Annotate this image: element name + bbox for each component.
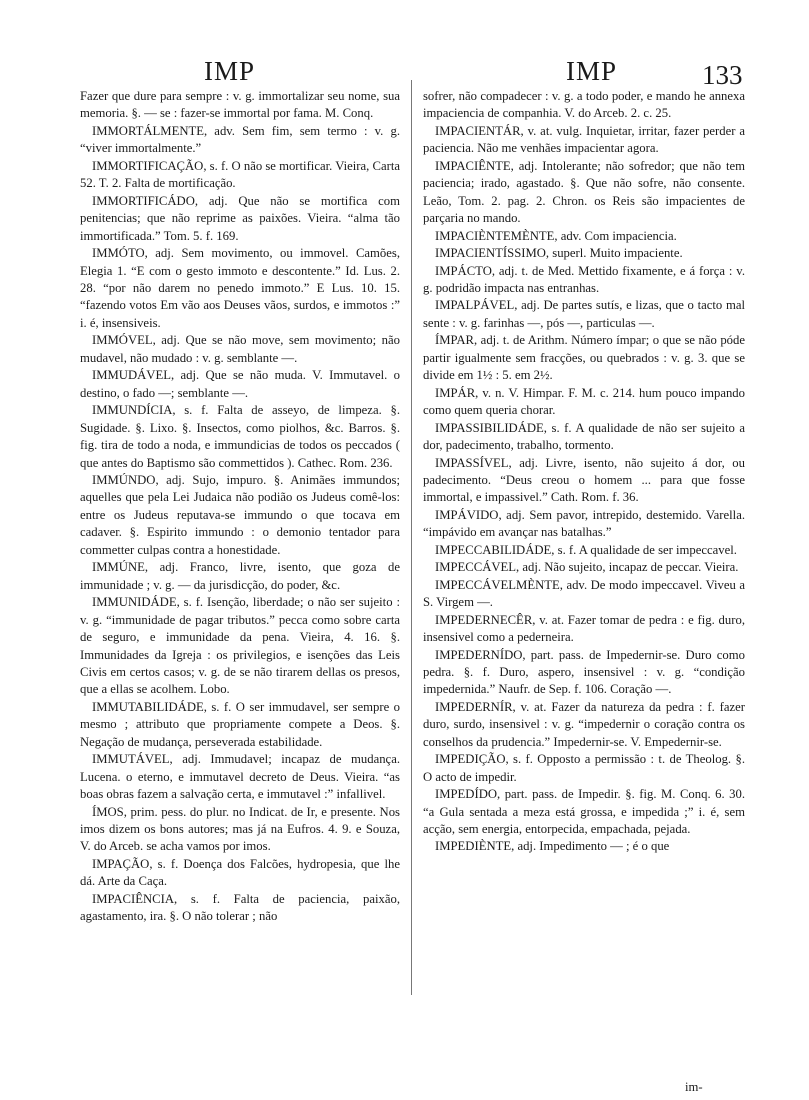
entry: IMMÚNE, adj. Franco, livre, isento, que goza de immunidade ; v. g. — da jurisdicção, do poder, &c. (80, 560, 400, 592)
entry: IMPACIÊNTE, adj. Intolerante; não sofredor; que não tem paciencia; irado, agastado. §. Que não sofre, não consente. Leão, Tom. 2. pag. 2. Chron. os Reis são impacientes de parçaria no mando. (423, 158, 745, 226)
catchword: im- (685, 1080, 703, 1094)
entry: IMPÁVIDO, adj. Sem pavor, intrepido, destemido. Varella. “impávido em avançar nas batalhas.” (423, 507, 745, 540)
entry: IMPEDERNÍR, v. at. Fazer da natureza da pedra : f. fazer duro, surdo, insensivel : v. g. “impedernir o coração contra os conselhos da prudencia.” Impedernir-se. V. Empedernir-se. (423, 699, 745, 749)
entry: IMMUDÁVEL, adj. Que se não muda. V. Immutavel. o destino, o fado —; semblante —. (80, 368, 400, 400)
entry: IMPEDERNECÊR, v. at. Fazer tomar de pedra : e fig. duro, insensivel como a pederneira. (423, 612, 745, 645)
entry: sofrer, não compadecer : v. g. a todo poder, e mando he annexa impaciencia de companhia. V. do Arceb. 2. c. 25. (423, 89, 745, 121)
entry: IMPEDÍDO, part. pass. de Impedir. §. fig. M. Conq. 6. 30. “a Gula sentada a meza está grossa, e impedida ;” i. é, sem acção, sem energia, entorpecida, empachada, pejada. (423, 787, 745, 837)
entry: Fazer que dure para sempre : v. g. immortalizar seu nome, sua memoria. §. — se : fazer-se immortal por fama. M. Conq. (80, 89, 400, 121)
entry: IMPÁR, v. n. V. Himpar. F. M. c. 214. hum pouco impando como quem queria chorar. (423, 385, 745, 418)
entry: IMPEDIÇÃO, s. f. Opposto a permissão : t. de Theolog. §. O acto de impedir. (423, 752, 745, 784)
entry: ÍMOS, prim. pess. do plur. no Indicat. de Ir, e presente. Nos imos dizem os bons autores; mas já na Eufros. 4. 9. e Souza, V. do Arceb. se acha vamos por imos. (80, 804, 400, 854)
right-column (423, 88, 745, 856)
entry: IMMUNIDÁDE, s. f. Isenção, liberdade; o não ser sujeito : v. g. “immunidade de pagar tributos.” pecca como sobre carta de seguro, e immunidade da pena. Vieira, 4. 16. §. Immunidades da Igreja : os privilegios, e isenções das Leis Civis em certos casos; v. g. de se não tirarem dellas os presos, que a ellas se acolhem. Lobo. (80, 595, 400, 697)
entry: IMPÁCTO, adj. t. de Med. Mettido fixamente, e á força : v. g. podridão impacta nas entranhas. (423, 263, 745, 295)
entry: IMPECCÁVELMÈNTE, adv. De modo impeccavel. Viveu a S. Virgem —. (423, 577, 745, 610)
entry: IMPACIENTÍSSIMO, superl. Muito impaciente. (435, 246, 683, 261)
entry: IMPACIÊNCIA, s. f. Falta de paciencia, paixão, agastamento, ira. §. O não tolerar ; não (80, 891, 400, 924)
entry: IMMUTABILIDÁDE, s. f. O ser immudavel, ser sempre o mesmo ; attributo que propriamente compete a Deos. §. Negação de mudança, perseverada estabilidade. (80, 699, 400, 749)
entry: IMPECCABILIDÁDE, s. f. A qualidade de ser impeccavel. (435, 542, 737, 557)
entry: IMMUTÁVEL, adj. Immudavel; incapaz de mudança. Lucena. o eterno, e immutavel decreto de Deus. Vieira. “as boas obras fazem a salvação certa, e immutavel :” infallivel. (80, 752, 400, 802)
entry: IMMÚNDO, adj. Sujo, impuro. §. Animães immundos; aquelles que pela Lei Judaica não podião os Judeus comê-los: entre os Judeus reputava-se immundo o que tocava em cadaver. §. Espirito immundo : o demonio tentador para commetter culpas contra a honestidade. (80, 472, 400, 557)
entry: IMPALPÁVEL, adj. De partes sutís, e lizas, que o tacto mal sente : v. g. farinhas —, pós —, particulas —. (423, 298, 745, 330)
entry: IMPACIENTÁR, v. at. vulg. Inquietar, irritar, fazer perder a paciencia. Não me venhães impacientar agora. (423, 123, 745, 156)
entry: IMMORTIFICÁDO, adj. Que não se mortifica com penitencias; que não reprime as paixões. Vieira. “alma tão immortificada.” Tom. 5. f. 169. (80, 193, 400, 243)
entry: IMPEDIÈNTE, adj. Impedimento — ; é o que (435, 839, 670, 854)
entry: IMMORTÁLMENTE, adv. Sem fim, sem termo : v. g. “viver immortalmente.” (80, 123, 400, 156)
entry: IMPAÇÃO, s. f. Doença dos Falcões, hydropesia, que lhe dá. Arte da Caça. (80, 856, 400, 889)
entry: IMMUNDÍCIA, s. f. Falta de asseyo, de limpeza. §. Sugidade. §. Lixo. §. Insectos, como piolhos, &c. Barros. §. fig. tira de todo a noda, e immundicias de todos os peccados ( que antes do Baptismo são commettidos ). Cathec. Rom. 236. (80, 403, 400, 470)
left-column (80, 88, 400, 926)
entry: IMMORTIFICAÇÃO, s. f. O não se mortificar. Vieira, Carta 52. T. 2. Falta de mortificação. (80, 158, 400, 191)
left-running-head: IMP (204, 56, 256, 86)
entry: IMPASSÍVEL, adj. Livre, isento, não sujeito á dor, ou padecimento. “Deus creou o homem ... para que fosse immortal, e impassivel.” Cath. Rom. f. 36. (423, 455, 745, 505)
entry: IMMÓVEL, adj. Que se não move, sem movimento; não mudavel, não mudado : v. g. semblante —. (80, 333, 400, 365)
entry: IMPEDERNÍDO, part. pass. de Impedernir-se. Duro como pedra. §. f. Duro, aspero, insensivel : v. g. “condição impedernida.” Naufr. de Sep. f. 106. Coração —. (423, 647, 745, 697)
entry: IMPECCÁVEL, adj. Não sujeito, incapaz de peccar. Vieira. (435, 560, 739, 575)
page-number: 133 (702, 60, 743, 90)
entry: IMPACIÈNTEMÈNTE, adv. Com impaciencia. (435, 228, 677, 243)
entry: IMMÓTO, adj. Sem movimento, ou immovel. Camões, Elegia 1. “E com o gesto immoto e descontente.” Id. Lus. 2. 28. “por não darem no penedo immoto.” E Lus. 10. 15. “fazendo votos Em vão aos Deuses vãos, surdos, e immotos :” i. é, insensiveis. (80, 246, 400, 330)
entry: ÍMPAR, adj. t. de Arithm. Número ímpar; o que se não póde partir igualmente sem fracções, ou quebrados : v. g. 3. que se divide em 1½ : 5. em 2½. (423, 333, 745, 383)
entry: IMPASSIBILIDÁDE, s. f. A qualidade de não ser sujeito a dor, padecimento, trabalho, tormento. (423, 420, 745, 453)
column-divider (411, 80, 412, 995)
right-running-head: IMP (566, 56, 618, 86)
